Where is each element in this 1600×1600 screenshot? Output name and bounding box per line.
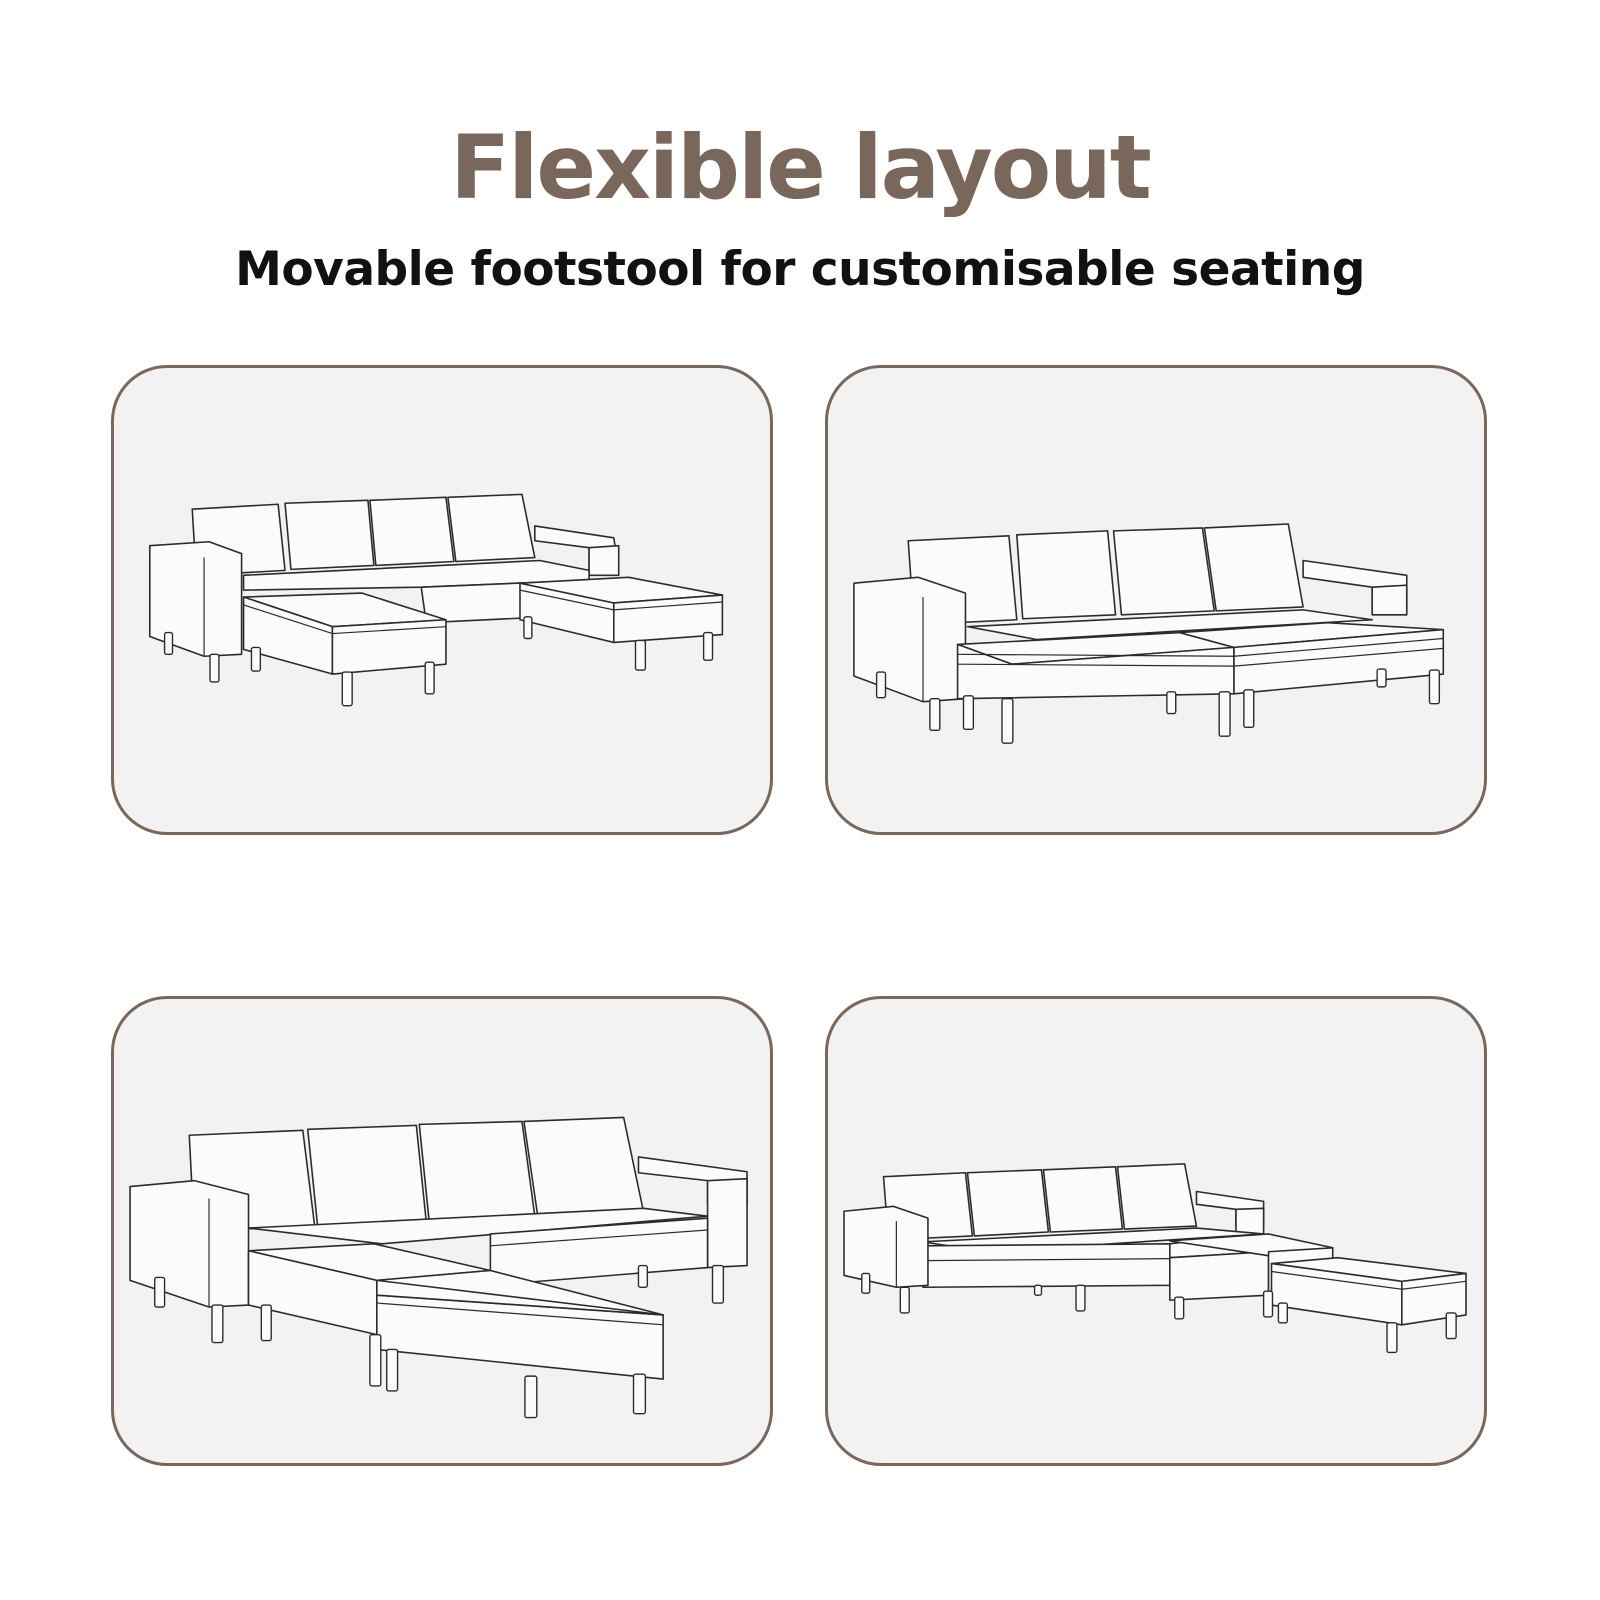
sofa-with-split-footstools-icon — [114, 368, 770, 832]
layout-panel-4 — [825, 996, 1487, 1466]
page-subtitle: Movable footstool for customisable seating — [235, 242, 1365, 297]
layout-panel-3 — [111, 996, 773, 1466]
sofa-with-joined-footstools-icon — [828, 368, 1484, 832]
page-title: Flexible layout — [450, 116, 1150, 219]
layout-panel-1 — [111, 365, 773, 835]
sofa-with-extended-footstools-icon — [828, 999, 1484, 1463]
layout-panel-2 — [825, 365, 1487, 835]
sofa-with-chaise-extension-icon — [114, 999, 770, 1463]
